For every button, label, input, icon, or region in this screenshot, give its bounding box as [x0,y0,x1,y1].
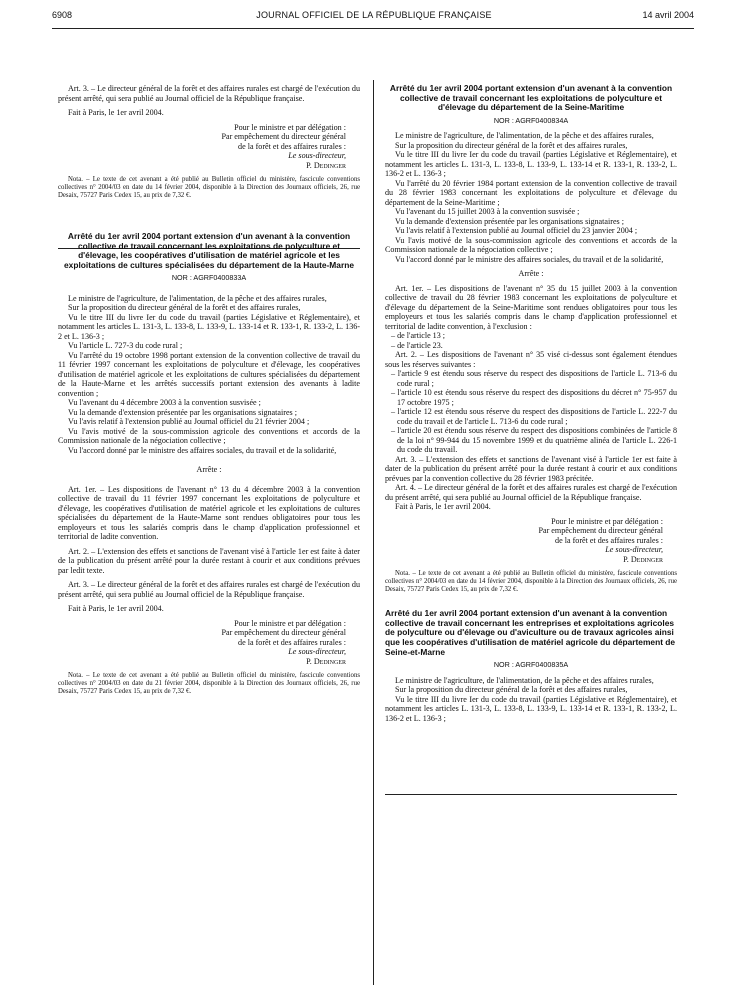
visa-paragraph: Vu l'avis motivé de la sous-commission agricole des conventions et accords de la Commission nationale de la négociation collective ; [385,235,677,255]
article-2-reserve: – l'article 20 est étendu sous réserve du respect des dispositions combinées de l'article 8 de la loi n° 99-944 du 15 novembre 1999 et du quatrième alinéa de l'article L. 226-1 du code du travail. [391,426,677,455]
article-4: Art. 4. – Le directeur général de la forêt et des affaires rurales est chargé de l'exécution du présent arrêté, qui sera publié au Journal officiel de la République française. [385,483,677,502]
signature-line-1: Pour le ministre et par délégation : [551,516,663,526]
left-top-signed-place: Fait à Paris, le 1er avril 2004. [68,108,164,117]
signature-line-1: Pour le ministre et par délégation : [234,122,346,132]
signature-line-2: Par empêchement du directeur général [538,526,663,536]
page-number: 6908 [52,10,73,20]
visa-paragraph: Vu la demande d'extension présentée par les organisations signataires ; [395,216,624,226]
article-1: Art. 1er. – Les dispositions de l'avenant n° 13 du 4 décembre 2003 à la convention collective de travail du 11 février 1997 concernant les exploitations de polyculture et d'élevage, les coopératives d'utilisation de matériel agricole et les exploitations de cultures spécialisées du département de la Haute-Marne sont rendues obligatoires pour tous les employeurs et tous les salariés compris dans le champ d'application professionnel et territorial de ladite convention. [58,484,360,542]
header-rule [52,28,694,29]
visa-paragraph: Vu l'avenant du 15 juillet 2003 à la convention susvisée ; [395,207,580,217]
publication-note: Nota. – Le texte de cet avenant a été publié au Bulletin officiel du ministère, fascicule conventions collectives n° 2004/03 en date du 21 février 2004, disponible à la Direction des Journaux officiels, 26, rue Desaix, 75727 Paris Cedex 15, au prix de 7,32 €. [58,672,360,696]
signature-line-2: Par empêchement du directeur général [221,628,346,638]
arrete-heading: Arrête : [196,465,222,475]
nor-reference: NOR : AGRF0400834A [493,115,569,125]
left-top-note: Nota. – Le texte de cet avenant a été publié au Bulletin officiel du ministère, fascicule conventions collectives n° 2004/03 en date du 14 février 2004, disponible à la Direction des Journaux officiels, 26, rue Desaix, 75727 Paris Cedex 15, au prix de 7,32 €. [58,176,360,199]
article-3: Art. 3. – L'extension des effets et sanctions de l'avenant visé à l'article 1er est faite à dater de la publication du présent arrêté pour la durée restant à courir et aux conditions prévues par la convention collective du 28 février 1983 précitée. [385,454,677,483]
visa-paragraph: Vu l'accord donné par le ministre des affaires sociales, du travail et de la solidarité, [68,445,337,455]
signature-line-3: de la forêt et des affaires rurales : [238,141,346,151]
signature-line-4: Le sous-directeur, [288,151,346,160]
left-top-article-3: Art. 3. – Le directeur général de la forêt et des affaires rurales est chargé de l'exécution du présent arrêté, qui sera publié au Journal officiel de la République française. [58,84,360,103]
column-divider [373,80,374,985]
signature-line-2: Par empêchement du directeur général [221,132,346,141]
signature-line-4: Le sous-directeur, [288,647,346,657]
issue-date: 14 avril 2004 [642,10,694,20]
signatory-name: P. Dedinger [306,656,346,666]
visa-paragraph: Vu l'accord donné par le ministre des affaires sociales, du travail et de la solidarité, [395,254,664,264]
decree-title-seine-et-marne: Arrêté du 1er avril 2004 portant extension d'un avenant à la convention collective de travail concernant les entreprises et exploitations agricoles de polyculture ou d'élevage ou d'aviculture ou de travaux agricoles ainsi que les coopératives d'utilisation de matériel agricole du département de Seine-et-Marne [385,608,676,657]
signed-place: Fait à Paris, le 1er avril 2004. [395,502,491,512]
publication-note: Nota. – Le texte de cet avenant a été publié au Bulletin officiel du ministère, fascicule conventions collectives n° 2004/03 en date du 14 février 2004, disponible à la Direction des Journaux officiels, 26, rue Desaix, 75727 Paris Cedex 15, au prix de 7,32 €. [385,570,677,594]
signature-line-3: de la forêt et des affaires rurales : [555,535,663,545]
article-1-exclusion: – de l'article 13 ; [391,331,446,341]
decree-title-seine-maritime: Arrêté du 1er avril 2004 portant extension d'un avenant à la convention collective de travail concernant les exploitations de polyculture et d'élevage du département de la Seine-Maritime [389,84,673,113]
article-1: Art. 1er. – Les dispositions de l'avenant n° 35 du 15 juillet 2003 à la convention collective de travail du 28 février 1983 concernant les exploitations de polyculture et d'élevage du département de la Seine-Maritime sont rendues obligatoires pour tous les employeurs et tous les salariés compris dans le champ d'application professionnel et territorial de ladite convention, à l'exclusion : [385,283,677,331]
article-2-reserve: – l'article 9 est étendu sous réserve du respect des dispositions de l'article L. 713-6 du code rural ; [391,369,677,388]
signed-place: Fait à Paris, le 1er avril 2004. [68,604,164,614]
arrete-heading: Arrête : [518,269,544,279]
signature-line-3: de la forêt et des affaires rurales : [238,637,346,647]
visa-paragraph: Vu l'arrêté du 19 octobre 1998 portant extension de la convention collective de travail du 11 février 1997 concernant les exploitations de polyculture et d'élevage, les coopératives d'utilisation de matériel agricole et les exploitations de cultures spécialisées du département de la Haute-Marne et les arrêtés successifs portant extension des avenants à ladite convention ; [58,350,360,398]
article-2-reserve: – l'article 12 est étendu sous réserve du respect des dispositions de l'article L. 222-7 du code du travail et de l'article L. 713-6 du code rural ; [391,407,677,426]
decree-title-haute-marne: Arrêté du 1er avril 2004 portant extension d'un avenant à la convention collective de travail concernant les exploitations de polyculture et d'élevage, les coopératives d'utilisation de matériel agricole et les exploitations de cultures spécialisées du département de la Haute-Marne [64,231,354,270]
journal-title: JOURNAL OFFICIEL DE LA RÉPUBLIQUE FRANÇAISE [256,10,492,20]
signatory-name: P. Dedinger [306,160,346,170]
visa-paragraph: Vu le titre III du livre Ier du code du travail (parties Législative et Réglementaire), et notamment les articles L. 131-3, L. 133-8, L. 133-9, L. 133-14 et R. 133-1, R. 133-2, L. 136-2 et L. 136-3 ; [58,312,360,341]
signature-line-1: Pour le ministre et par délégation : [234,618,346,628]
visa-paragraph: Le ministre de l'agriculture, de l'alimentation, de la pêche et des affaires rurales, [395,675,654,685]
article-1-exclusion: – de l'article 23. [391,340,443,350]
page-header [0,6,748,36]
signatory-name: P. Dedinger [623,554,663,564]
visa-paragraph: Vu le titre III du livre Ier du code du travail (parties Législative et Réglementaire), et notamment les articles L. 131-3, L. 133-8, L. 133-9, L. 133-14 et R. 133-1, R. 133-2, L. 136-2 et L. 136-3 ; [385,694,677,723]
left-column [58,84,360,696]
visa-paragraph: Vu le titre III du livre Ier du code du travail (parties Législative et Réglementaire), et notamment les articles L. 131-3, L. 133-8, L. 133-9, L. 133-14 et R. 133-1, R. 133-2, L. 136-2 et L. 136-3 ; [385,150,677,179]
article-3: Art. 3. – Le directeur général de la forêt et des affaires rurales est chargé de l'exécution du présent arrêté, qui sera publié au Journal officiel de la République française. [58,580,360,599]
visa-paragraph: Vu l'avenant du 4 décembre 2003 à la convention susvisée ; [68,398,261,408]
right-column [385,84,677,723]
visa-paragraph: Vu l'article L. 727-3 du code rural ; [68,341,183,351]
visa-paragraph: Vu l'arrêté du 20 février 1984 portant extension de la convention collective de travail du 28 février 1983 concernant les exploitations de polyculture et d'élevage du département de la Seine-Maritime ; [385,178,677,207]
visa-paragraph: Le ministre de l'agriculture, de l'alimentation, de la pêche et des affaires rurales, [395,131,654,141]
nor-reference: NOR : AGRF0400835A [493,660,569,670]
visa-paragraph: Vu l'avis relatif à l'extension publié au Journal officiel du 23 janvier 2004 ; [395,226,638,236]
visa-paragraph: Vu l'avis relatif à l'extension publié au Journal officiel du 21 février 2004 ; [68,417,310,427]
visa-paragraph: Sur la proposition du directeur général de la forêt et des affaires rurales, [395,140,628,150]
article-2-reserve: – l'article 10 est étendu sous réserve du respect des dispositions du décret n° 75-957 du 17 octobre 1975 ; [391,388,677,407]
right-section-divider [385,794,677,795]
visa-paragraph: Sur la proposition du directeur général de la forêt et des affaires rurales, [395,685,628,695]
article-2: Art. 2. – Les dispositions de l'avenant n° 35 visé ci-dessus sont également étendues sous les réserves suivantes : [385,350,677,369]
visa-paragraph: Le ministre de l'agriculture, de l'alimentation, de la pêche et des affaires rurales, [68,293,327,303]
visa-paragraph: Vu la demande d'extension présentée par les organisations signataires ; [68,407,297,417]
visa-paragraph: Vu l'avis motivé de la sous-commission agricole des conventions et accords de la Commission nationale de la négociation collective ; [58,426,360,446]
nor-reference: NOR : AGRF0400833A [171,273,247,283]
signature-line-4: Le sous-directeur, [605,545,663,555]
article-2: Art. 2. – L'extension des effets et sanctions de l'avenant visé à l'article 1er est faite à dater de la publication du présent arrêté pour la durée restant à courir et aux conditions prévues par ledit texte. [58,546,360,575]
visa-paragraph: Sur la proposition du directeur général de la forêt et des affaires rurales, [68,303,301,313]
